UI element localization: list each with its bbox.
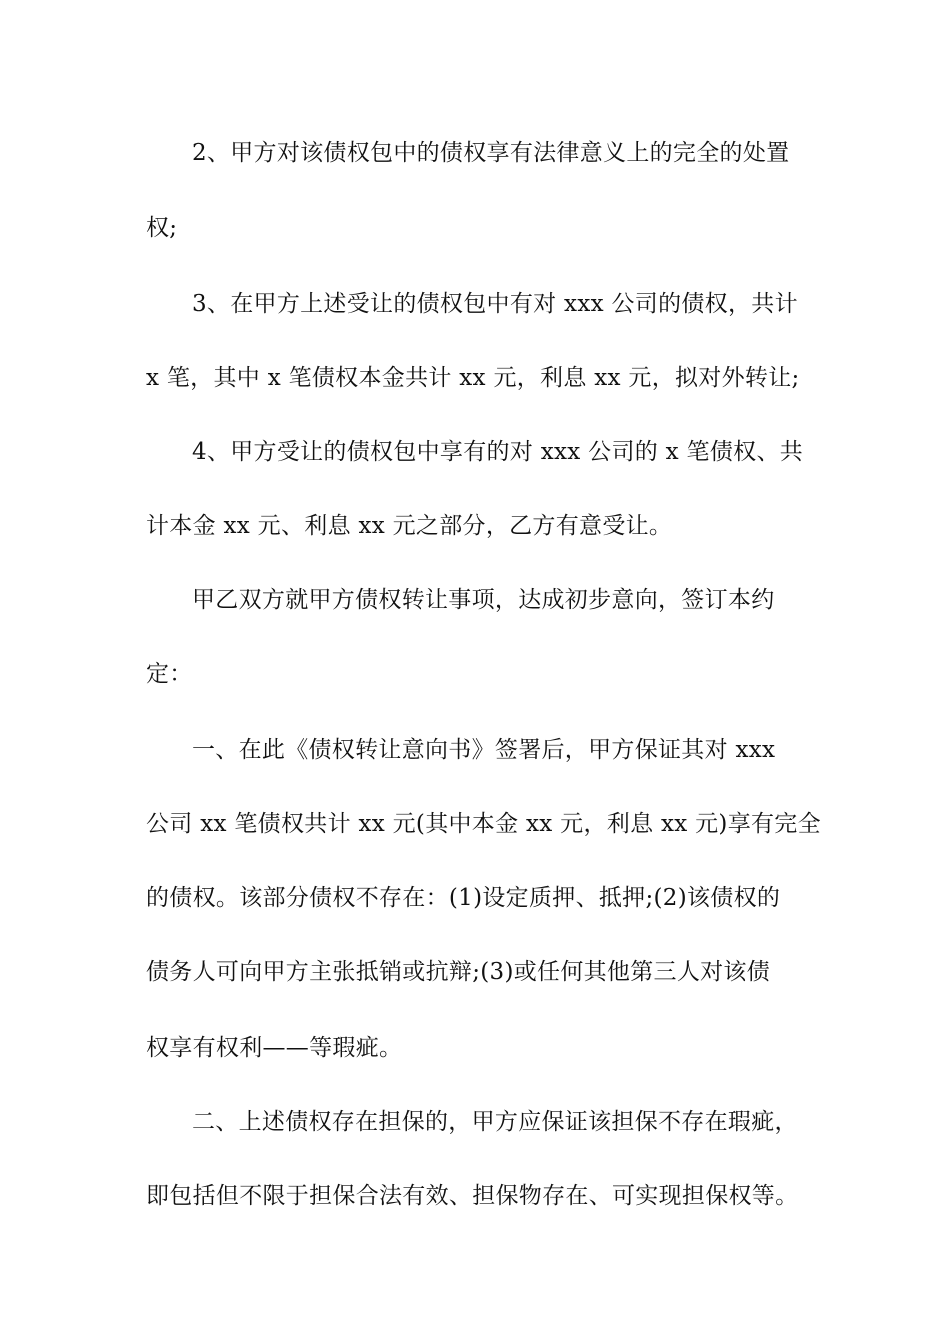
paragraph-3-line-2: x 笔，其中 x 笔债权本金共计 xx 元，利息 xx 元，拟对外转让; (146, 365, 800, 391)
clause-1-line-5: 权享有权利——等瑕疵。 (146, 1035, 403, 1061)
clause-1-line-2: 公司 xx 笔债权共计 xx 元(其中本金 xx 元，利息 xx 元)享有完全 (146, 811, 821, 837)
clause-2-line-1: 二、上述债权存在担保的，甲方应保证该担保不存在瑕疵， (192, 1109, 798, 1135)
agreement-intro-line-2: 定： (146, 661, 193, 687)
paragraph-2-line-2: 权; (146, 215, 178, 241)
clause-1-line-1: 一、在此《债权转让意向书》签署后，甲方保证其对 xxx (192, 737, 776, 763)
agreement-intro-line-1: 甲乙双方就甲方债权转让事项，达成初步意向，签订本约 (192, 587, 775, 613)
paragraph-4-line-1: 4、甲方受让的债权包中享有的对 xxx 公司的 x 笔债权、共 (192, 439, 804, 465)
paragraph-3-line-1: 3、在甲方上述受让的债权包中有对 xxx 公司的债权，共计 (192, 291, 798, 317)
clause-1-line-3: 的债权。该部分债权不存在：(1)设定质押、抵押;(2)该债权的 (146, 885, 781, 911)
paragraph-2-line-1: 2、甲方对该债权包中的债权享有法律意义上的完全的处置 (192, 140, 790, 166)
paragraph-4-line-2: 计本金 xx 元、利息 xx 元之部分，乙方有意受让。 (146, 513, 673, 539)
clause-2-line-2: 即包括但不限于担保合法有效、担保物存在、可实现担保权等。 (146, 1183, 799, 1209)
clause-1-line-4: 债务人可向甲方主张抵销或抗辩;(3)或任何其他第三人对该债 (146, 959, 771, 985)
